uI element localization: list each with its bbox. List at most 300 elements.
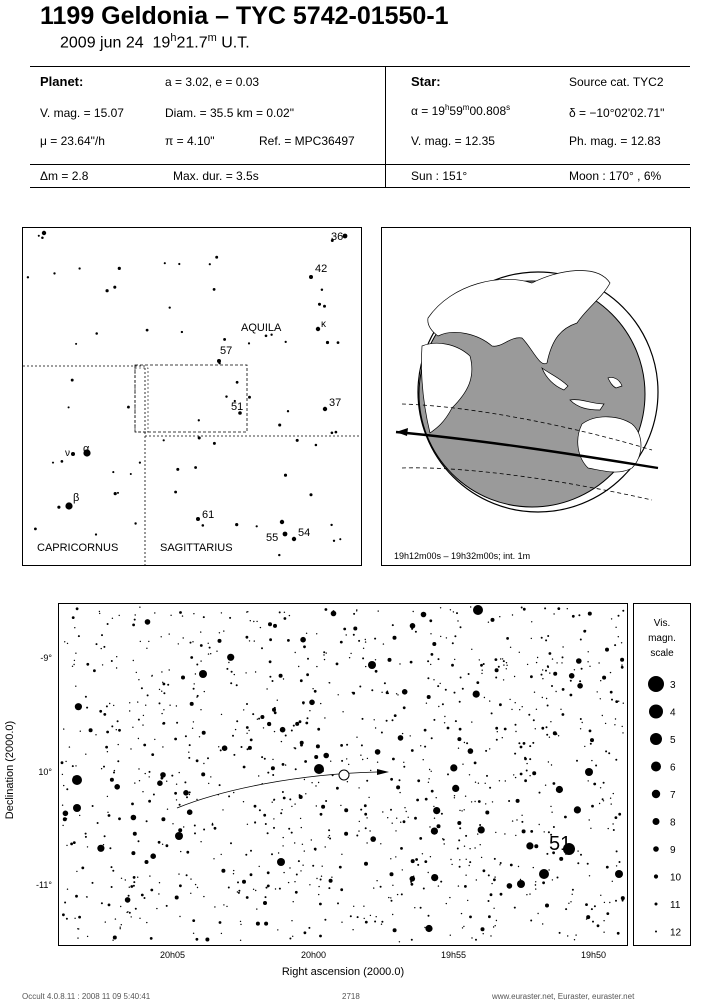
field-star [597,691,598,692]
field-star [557,607,560,610]
field-star [108,904,111,907]
field-star [485,783,486,784]
planet-motion: μ = 23.64"/h [40,134,105,148]
field-star [367,758,368,759]
field-star [433,679,434,680]
field-star [278,852,279,853]
field-star [277,929,278,930]
field-star [441,813,443,815]
field-star [454,659,455,660]
field-star [279,611,281,613]
field-star [162,844,163,845]
field-star [176,722,178,724]
field-star [423,888,425,890]
field-star [549,672,550,673]
field-star [359,821,360,822]
field-star [331,611,337,617]
field-star [605,723,606,724]
field-star [428,778,429,779]
field-star [440,636,441,637]
field-star [535,884,536,885]
field-star [202,731,206,735]
field-star [203,763,204,764]
globe-svg [382,228,690,565]
field-star [477,833,478,834]
scale-dot-6 [651,762,661,772]
field-star [66,918,68,920]
field-star [371,689,373,691]
field-star [588,780,589,781]
field-star [574,939,575,940]
field-star [396,785,400,789]
field-star [75,895,78,898]
field-star [542,678,543,679]
field-star [606,912,609,915]
field-star [390,897,391,898]
field-star [593,783,596,786]
label-37: 37 [329,397,342,409]
field-star [171,775,173,777]
field-star [363,906,364,907]
field-star [300,818,301,819]
field-star [567,935,568,936]
field-star [572,615,575,618]
scale-dot-7 [652,790,660,798]
scale-label-3: 3 [670,680,676,691]
field-star [499,780,500,781]
field-star [614,724,615,725]
field-star [175,896,179,900]
field-star [321,805,325,809]
field-star [196,799,197,800]
field-star [520,773,523,776]
field-star [99,710,102,713]
field-star [353,613,355,615]
field-star [237,891,238,892]
field-star [307,658,309,660]
finder-star [176,468,179,471]
field-star [380,886,382,888]
field-star [386,691,389,694]
field-star [260,715,264,719]
field-star [193,933,194,934]
field-star [157,780,163,786]
field-star [536,662,537,663]
field-star [143,715,144,716]
field-star [478,783,479,784]
finder-star [339,538,341,540]
field-star [150,889,153,892]
field-star [545,639,547,641]
field-star [458,839,460,841]
field-star [78,916,81,919]
field-star [76,871,77,872]
field-star [138,840,140,842]
field-star [133,832,137,836]
field-star [452,785,459,792]
field-star [512,820,513,821]
field-star [381,924,382,925]
finder-star [287,410,289,412]
globe-panel [381,227,691,566]
field-star [577,850,578,851]
field-star [398,735,404,741]
field-star [137,701,138,702]
field-star [208,653,209,654]
field-star [461,913,462,914]
field-star [522,706,523,707]
field-star [621,664,622,665]
field-star [81,867,84,870]
field-star [589,730,592,733]
field-star [274,711,277,714]
field-star [200,644,203,647]
field-star [576,658,582,664]
field-star [266,688,267,689]
field-star [413,879,414,880]
field-star [535,888,536,889]
field-star [283,678,284,679]
field-star [442,703,444,705]
field-star [328,887,330,889]
field-star [376,916,377,917]
field-star [300,637,306,643]
field-star [544,607,546,609]
field-star [118,817,121,820]
field-star [464,846,465,847]
field-star [214,827,217,830]
field-star [598,662,599,663]
field-star [182,615,183,616]
field-star [293,901,294,902]
field-star [169,669,170,670]
finder-named-star [280,520,284,524]
field-star [147,694,149,696]
field-star [161,671,162,672]
field-star [329,838,331,840]
field-star [510,864,513,867]
field-star [101,634,103,636]
field-star [410,735,411,736]
field-star [254,821,255,822]
field-star [402,689,408,695]
field-star [422,853,423,854]
field-star [114,770,115,771]
field-star [78,635,80,637]
field-star [591,760,592,761]
field-star [121,924,122,925]
field-star [557,877,559,879]
field-star [142,791,143,792]
star-chart [58,603,628,946]
field-star [529,893,530,894]
field-star [440,683,441,684]
field-star [309,710,310,711]
field-star [295,768,297,770]
field-star [424,746,426,748]
field-star [400,847,403,850]
field-star [346,634,347,635]
finder-star [53,272,55,274]
field-star [300,870,301,871]
field-star [565,908,567,910]
field-star [190,893,191,894]
field-star [329,682,330,683]
field-star [119,615,120,616]
field-star [294,842,295,843]
field-star [470,606,471,607]
finder-star [333,540,335,542]
field-star [109,847,111,849]
field-star [267,885,270,888]
moon-elongation: Moon : 170° , 6% [569,169,662,183]
field-star [485,803,486,804]
field-star [189,744,191,746]
field-star [181,676,185,680]
field-star [570,694,573,697]
field-star [506,637,509,640]
field-star [222,809,223,810]
field-star [615,700,618,703]
field-star [365,641,366,642]
finder-star [223,338,226,341]
field-star [392,758,395,761]
field-star [514,676,515,677]
field-star [609,902,610,903]
field-star [450,764,457,771]
field-star [526,763,527,764]
finder-star [213,442,216,445]
field-star [570,680,572,682]
field-star [347,781,348,782]
star-phmag: Ph. mag. = 12.83 [569,134,661,148]
field-star [511,709,512,710]
field-star [431,771,432,772]
field-star [328,837,329,838]
field-star [541,674,543,676]
field-star [132,624,135,627]
field-star [551,685,553,687]
field-star [186,851,189,854]
field-star [495,677,497,679]
field-star [138,738,139,739]
field-star [431,828,438,835]
field-star [113,936,117,940]
scale-title: Vis. magn. scale [648,618,676,659]
field-star [366,780,368,782]
field-star [158,841,161,844]
field-star [594,905,596,907]
field-star [400,822,401,823]
field-star [433,719,435,721]
field-star [281,741,282,742]
field-star [229,617,231,619]
bright-field-star [517,880,525,888]
field-star [103,844,104,845]
field-star [362,759,363,760]
field-star [283,797,286,800]
field-star [365,921,368,924]
field-star [232,735,234,737]
field-star [524,779,527,782]
field-star [572,889,574,891]
field-star [324,659,325,660]
field-star [259,809,261,811]
field-star [92,882,94,884]
field-star [621,896,625,900]
field-star [183,637,184,638]
field-star [608,752,610,754]
field-star [259,866,260,867]
scale-dot-10 [654,874,658,878]
field-star [496,739,498,741]
field-star [524,758,527,761]
field-star [364,862,368,866]
field-star [600,895,601,896]
field-star [344,832,348,836]
field-star [316,633,317,634]
field-star [381,921,383,923]
delta-magnitude: Δm = 2.8 [40,169,89,183]
scale-label-6: 6 [670,762,676,774]
field-star [304,931,307,934]
field-star [265,896,267,898]
field-star [200,709,201,710]
field-star [64,902,66,904]
footer-left: Occult 4.0.8.11 : 2008 11 09 5:40:41 [22,992,151,1001]
finder-star [198,436,201,439]
field-star [339,866,342,869]
bright-field-star [72,775,82,785]
field-star [574,806,581,813]
info-table-divider [385,66,386,188]
field-star [282,791,284,793]
field-star [411,939,413,941]
finder-star [225,395,227,397]
field-star [143,744,146,747]
field-star [411,883,414,886]
field-star [450,935,451,936]
field-star [360,809,362,811]
field-star [86,896,87,897]
field-star [247,824,248,825]
field-star [391,900,393,902]
label-51: 51 [231,401,244,413]
field-star [542,923,543,924]
field-star [96,643,98,645]
field-star [615,900,617,902]
field-star [315,849,316,850]
field-star [145,619,151,625]
field-star [499,703,502,706]
finder-named-star [323,407,327,411]
field-star [316,805,317,806]
field-star [616,850,618,852]
field-star [242,880,246,884]
finder-star [112,471,114,473]
field-star [589,875,590,876]
dec-tick-1: -9° [40,653,52,663]
info-table-bottom-rule [30,187,690,188]
scale-label-8: 8 [670,817,676,829]
finder-star [178,263,180,265]
event-time-hours: 19 [152,34,171,52]
finder-star [213,288,216,291]
field-star [243,766,246,769]
field-star [172,823,173,824]
field-star [500,658,501,659]
field-star [493,926,494,927]
field-star [108,814,111,817]
field-star [161,817,165,821]
finder-star [323,305,326,308]
field-star [272,759,273,760]
field-star [459,728,462,731]
field-star [344,808,348,812]
field-star [246,703,248,705]
field-star [550,806,551,807]
event-time-suffix: U.T. [221,34,250,52]
field-star [548,869,549,870]
finder-named-star [71,452,75,456]
field-star [392,885,393,886]
sun-elongation: Sun : 151° [411,169,468,183]
field-star [453,611,454,612]
field-star [539,792,541,794]
finder-star [34,528,37,531]
field-star [341,854,342,855]
field-star [249,640,250,641]
field-star [133,881,135,883]
field-star [585,903,588,906]
field-star [480,844,481,845]
field-star [362,718,364,720]
field-star [613,793,614,794]
field-star [271,853,273,855]
field-star [469,861,471,863]
field-star [285,735,287,737]
field-star [304,779,305,780]
field-star [587,863,589,865]
field-star [403,766,405,768]
field-star [231,671,233,673]
field-star [220,749,222,751]
finder-star [117,492,119,494]
field-star [161,691,162,692]
finder-star [118,267,121,270]
field-star [106,705,108,707]
field-star [111,886,113,888]
field-star [392,914,393,915]
field-star [320,813,323,816]
field-star [438,706,439,707]
finder-star [146,329,149,332]
finder-star [256,525,258,527]
field-star [255,671,256,672]
field-star [113,705,114,706]
field-star [302,701,305,704]
field-star [390,858,391,859]
field-star [62,913,65,916]
field-star [618,813,621,816]
finder-star [61,460,64,463]
field-star [375,659,376,660]
field-star [72,666,73,667]
field-star [534,692,535,693]
field-star [114,784,120,790]
field-star [495,832,496,833]
field-star [471,649,472,650]
